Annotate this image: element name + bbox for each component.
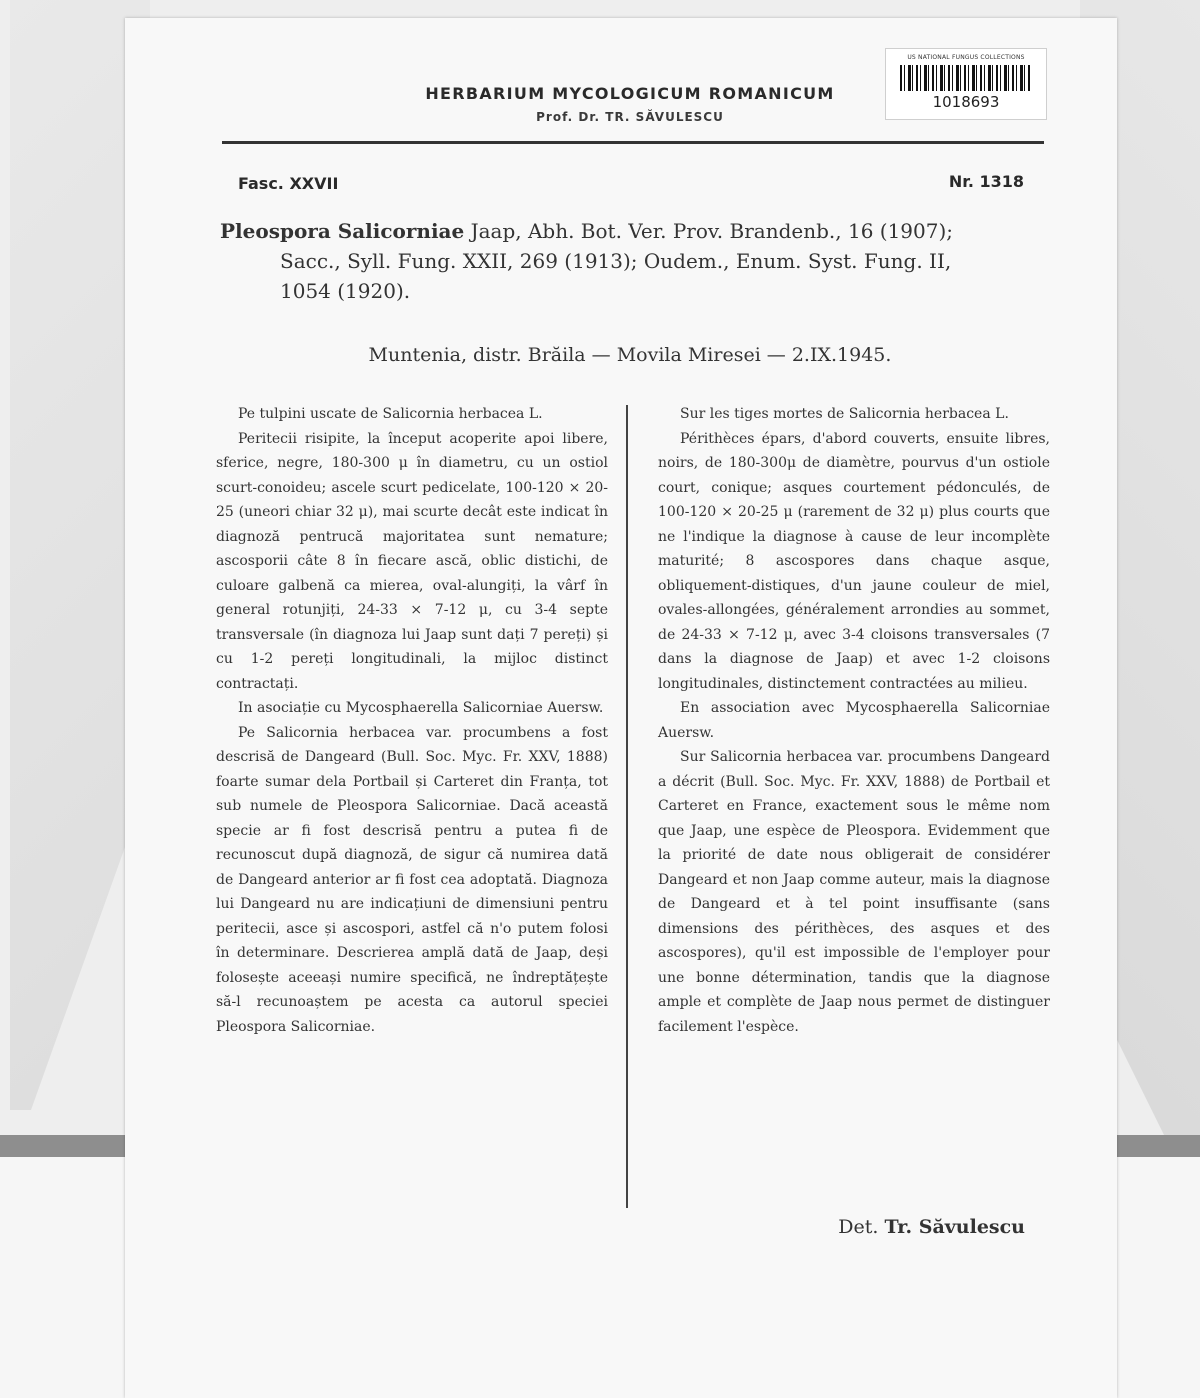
species-name: Pleospora Salicorniae <box>220 219 465 243</box>
barcode-icon <box>900 65 1032 91</box>
romanian-paragraph: Pe tulpini uscate de Salicornia herbacea L. <box>238 406 543 422</box>
french-paragraph: Sur les tiges mortes de Salicornia herbacea L. <box>680 406 1009 422</box>
citation-line-3: 1054 (1920). <box>280 279 411 303</box>
header-divider <box>222 141 1044 144</box>
specimen-number: Nr. 1318 <box>948 172 1024 191</box>
barcode-number: 1018693 <box>932 93 1000 111</box>
french-description <box>658 402 1050 1039</box>
french-paragraph: Sur Salicornia herbacea var. procumbens Dangeard a décrit (Bull. Soc. Myc. Fr. XXV, 1888) de Portbail et Carteret en France, exactement sous le même nom que Jaap, une espèce de Pleospora. Evidemment que la priorité de date nous obligerait de considérer Dangeard et non Jaap comme auteur, mais la diagnose de Dangeard et à tel point insuffisante (sans dimensions des périthèces, des asques et des ascospores), qu'il est impossible de l'employer pour une bonne détermination, tandis que la diagnose ample et complète de Jaap nous permet de distinguer facilement l'espèce. <box>658 749 1050 1035</box>
fascicle-number: Fasc. XXVII <box>238 174 339 193</box>
romanian-paragraph: Pe Salicornia herbacea var. procumbens a fost descrisă de Dangeard (Bull. Soc. Myc. Fr. XXV, 1888) foarte sumar dela Portbail și Carteret din Franța, tot sub numele de Pleospora Salicorniae. Dacă această specie ar fi fost descrisă pentru a putea fi de recunoscut după diagnoză, de sigur că numirea dată de Dangeard anterior ar fi fost cea adoptată. Diagnoza lui Dangeard nu are indicațiuni de dimensiuni pentru peritecii, asce și ascospori, astfel că n'o putem folosi în determinare. Descrierea amplă dată de Jaap, deși folosește aceeași numire specifică, ne îndreptățește să-l recunoaștem pe acesta ca autorul speciei Pleospora Salicorniae. <box>216 724 608 1035</box>
determiner-signature <box>780 1216 1025 1238</box>
signature-prefix: Det. <box>838 1216 885 1238</box>
romanian-paragraph: Peritecii risipite, la început acoperite apoi libere, sferice, negre, 180-300 μ în diametru, cu un ostiol scurt-conoideu; ascele scurt pedicelate, 100-120 × 20-25 (uneori chiar 32 μ), mai scurte decât este indicat în diagnoză pentrucă majoritatea sunt nemature; ascosporii câte 8 în fiecare ască, oblic distichi, de culoare galbenă ca mierea, oval-alungiți, la vârf în general rotunjiți, 24-33 × 7-12 μ, cu 3-4 septe transversale (în diagnoza lui Jaap sunt dați 7 pereți) și cu 1-2 pereți longitudinali, la mijloc distinct contractați. <box>216 430 608 692</box>
column-divider <box>626 405 628 1208</box>
french-paragraph: En association avec Mycosphaerella Salicorniae Auersw. <box>658 700 1050 741</box>
citation-line-1 <box>220 216 1050 246</box>
herbarium-subtitle: Prof. Dr. TR. SĂVULESCU <box>536 110 724 124</box>
citation-line-2: Sacc., Syll. Fung. XXII, 269 (1913); Oudem., Enum. Syst. Fung. II, <box>280 249 952 273</box>
species-citation <box>220 216 1050 306</box>
romanian-paragraph: In asociație cu Mycosphaerella Salicorniae Auersw. <box>238 700 604 716</box>
citation-line-1-text: Jaap, Abh. Bot. Ver. Prov. Brandenb., 16 (1907); <box>464 219 954 243</box>
herbarium-title: HERBARIUM MYCOLOGICUM ROMANICUM <box>425 84 835 103</box>
french-paragraph: Périthèces épars, d'abord couverts, ensuite libres, noirs, de 180-300μ de diamètre, pourvus d'un ostiole court, conique; asques courtement pédonculés, de 100-120 × 20-25 μ (rarement de 32 μ) plus courts que ne l'indique la diagnose à cause de leur incomplète maturité; 8 ascospores dans chaque asque, obliquement-distiques, d'un jaune couleur de miel, ovales-allongées, généralement arrondies au sommet, de 24-33 × 7-12 μ, avec 3-4 cloisons transversales (7 dans la diagnose de Jaap) et avec 1-2 cloisons longitudinales, distinctement contractées au milieu. <box>658 430 1050 692</box>
barcode-label <box>885 48 1047 120</box>
barcode-caption: US NATIONAL FUNGUS COLLECTIONS <box>907 54 1025 61</box>
determiner-name: Tr. Săvulescu <box>884 1216 1025 1238</box>
romanian-description <box>216 402 608 1039</box>
collection-locality: Muntenia, distr. Brăila — Movila Miresei — 2.IX.1945. <box>368 344 892 366</box>
